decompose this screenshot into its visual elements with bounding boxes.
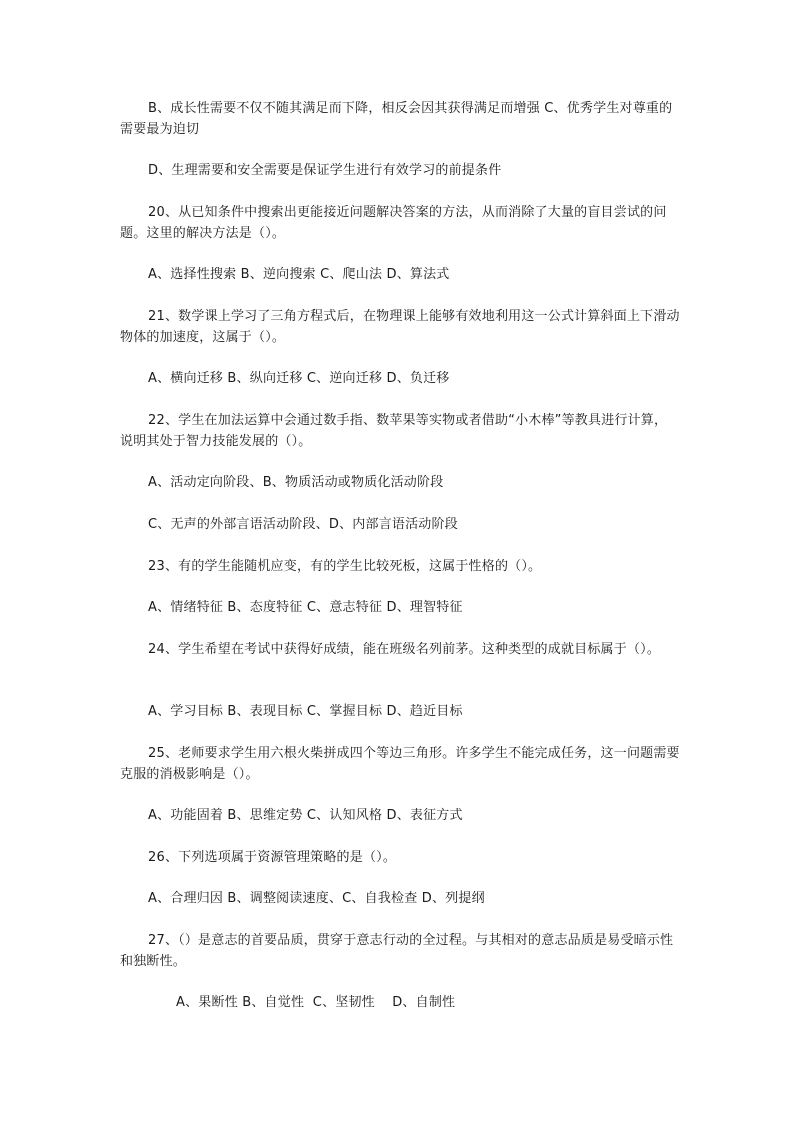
- question-24: 24、学生希望在考试中获得好成绩，能在班级名列前茅。这种类型的成就目标属于（）。: [148, 642, 661, 657]
- options-q27: A、果断性 B、自觉性 C、坚韧性 D、自制性: [176, 995, 456, 1010]
- question-27: 27、（）是意志的首要品质，贯穿于意志行动的全过程。与其相对的意志品质是易受暗示性和独断性。: [120, 933, 674, 969]
- question-22: 22、学生在加法运算中会通过数手指、数苹果等实物或者借助“小木棒”等教具进行计算，说明其处于智力技能发展的（）。: [120, 413, 668, 449]
- question-25: 25、老师要求学生用六根火柴拼成四个等边三角形。许多学生不能完成任务，这一问题需要克服的消极影响是（）。: [120, 746, 680, 782]
- question-21: 21、数学课上学习了三角方程式后，在物理课上能够有效地利用这一公式计算斜面上下滑动物体的加速度，这属于（）。: [120, 309, 680, 345]
- options-q22-c-d: C、无声的外部言语活动阶段、D、内部言语活动阶段: [148, 517, 458, 532]
- question-23: 23、有的学生能随机应变，有的学生比较死板，这属于性格的（）。: [148, 559, 542, 574]
- options-q22-a-b: A、活动定向阶段、B、物质活动或物质化活动阶段: [148, 475, 444, 490]
- option-line-b-c-q19: B、成长性需要不仅不随其满足而下降，相反会因其获得满足而增强 C、优秀学生对尊重的需要最为迫切: [120, 101, 673, 137]
- question-20: 20、从已知条件中搜索出更能接近问题解决答案的方法，从而消除了大量的盲目尝试的问题。这里的解决方法是（）。: [120, 205, 667, 241]
- options-q26: A、合理归因 B、调整阅读速度、C、自我检查 D、列提纲: [148, 891, 485, 906]
- options-q24: A、学习目标 B、表现目标 C、掌握目标 D、趋近目标: [148, 704, 463, 719]
- option-line-d-q19: D、生理需要和安全需要是保证学生进行有效学习的前提条件: [148, 163, 502, 178]
- options-q21: A、横向迁移 B、纵向迁移 C、逆向迁移 D、负迁移: [148, 371, 450, 386]
- question-26: 26、下列选项属于资源管理策略的是（）。: [148, 850, 397, 865]
- options-q25: A、功能固着 B、思维定势 C、认知风格 D、表征方式: [148, 808, 463, 823]
- options-q20: A、选择性搜索 B、逆向搜索 C、爬山法 D、算法式: [148, 267, 450, 282]
- options-q23: A、情绪特征 B、态度特征 C、意志特征 D、理智特征: [148, 600, 463, 615]
